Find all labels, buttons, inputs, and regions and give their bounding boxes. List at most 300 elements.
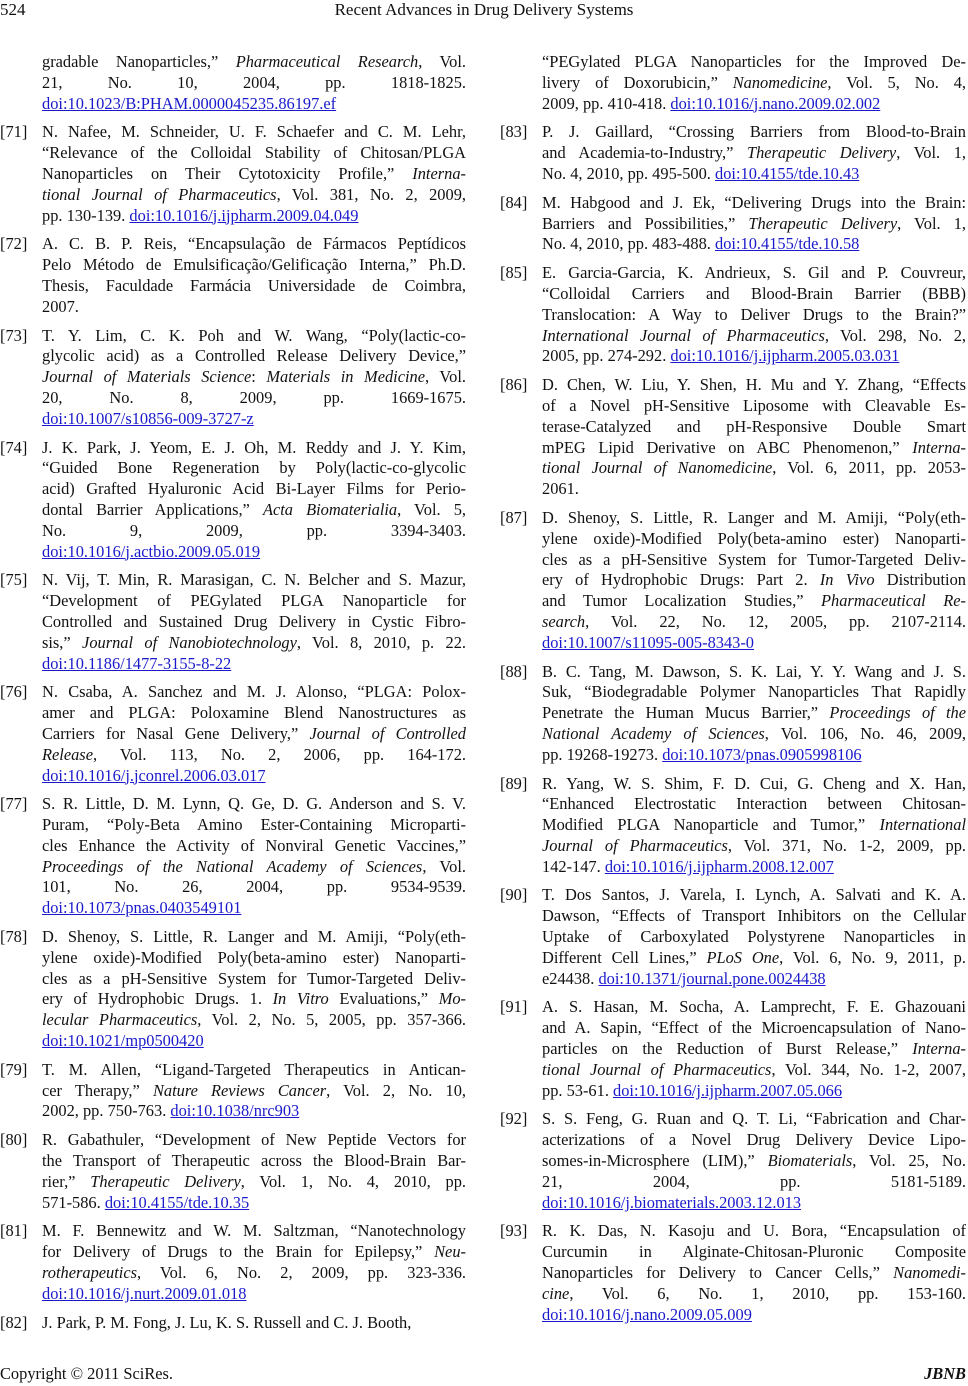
reference-line [42, 346, 466, 367]
reference-line [42, 1313, 466, 1334]
reference-line [542, 1151, 966, 1172]
reference-number: [81] [0, 1221, 28, 1241]
citation-text: ylene oxide)-Modified Poly(beta-amino ester) Nanoparti- [42, 947, 466, 967]
citation-text: E. Garcia-Garcia, K. Andrieux, S. Gil and P. Couvreur, [542, 263, 966, 283]
citation-text: 142-147. [542, 856, 605, 876]
reference-entry [0, 794, 466, 919]
reference-entry [500, 375, 966, 500]
citation-text: 101, No. 26, 2004, pp. 9534-9539. [42, 877, 466, 897]
citation-text: 21, 2004, pp. 5181-5189. [542, 1171, 966, 1191]
reference-line [542, 458, 966, 479]
reference-line [542, 745, 966, 766]
citation-text: D. Chen, W. Liu, Y. Shen, H. Mu and Y. Zhang, “Effects [542, 375, 966, 395]
citation-text: T. Y. Lim, C. K. Poh and W. Wang, “Poly(lactic-co- [42, 325, 466, 345]
reference-number: [89] [500, 773, 528, 793]
doi-link[interactable]: doi:10.4155/tde.10.43 [715, 163, 860, 183]
reference-line [542, 164, 966, 185]
citation-text: T. Dos Santos, J. Varela, I. Lynch, A. Salvati and K. A. [542, 885, 966, 905]
reference-line [42, 206, 466, 227]
reference-column-right [500, 52, 966, 1333]
citation-text: Distribution [874, 570, 966, 590]
citation-text: , Vol. 1, No. 4, 2010, pp. [240, 1171, 467, 1191]
citation-text: amer and PLGA: Poloxamine Blend Nanostructures as [42, 703, 466, 723]
citation-text: , Vol. 2, No. 10, [326, 1080, 467, 1100]
citation-text: Nanoparticles for Delivery to Cancer Cells,” [542, 1263, 894, 1283]
reference-entry [500, 774, 966, 878]
journal-title-text: Therapeutic Delivery [90, 1171, 241, 1191]
citation-text: 2005, pp. 274-292. [542, 346, 671, 366]
citation-text: 20, No. 8, 2009, pp. 1669-1675. [42, 387, 466, 407]
reference-line [542, 703, 966, 724]
journal-title-text: National Academy of Sciences [542, 723, 765, 743]
doi-link[interactable]: doi:10.1016/j.ijpharm.2007.05.066 [613, 1080, 843, 1100]
reference-line [42, 297, 466, 318]
reference-line [42, 633, 466, 654]
reference-line [542, 396, 966, 417]
citation-text: , Vol. 6, 2011, pp. 2053- [772, 458, 966, 478]
reference-line [42, 276, 466, 297]
citation-text: for Delivery of Drugs to the Brain for Epilepsy,” [42, 1242, 435, 1262]
citation-text: : [251, 367, 267, 387]
doi-link[interactable]: doi:10.1007/s11095-005-8343-0 [542, 632, 755, 652]
citation-text: 2061. [542, 479, 579, 499]
doi-link[interactable]: doi:10.1038/nrc903 [170, 1101, 300, 1121]
journal-title-text: In Vivo [819, 570, 875, 590]
reference-number: [77] [0, 794, 28, 814]
journal-title-text: Proceedings of the [829, 703, 966, 723]
doi-link[interactable]: doi:10.1007/s10856-009-3727-z [42, 408, 254, 428]
citation-text: , Vol. 6, No. 2, 2009, pp. 323-336. [137, 1263, 466, 1283]
reference-line [542, 774, 966, 795]
reference-line [542, 1039, 966, 1060]
doi-link[interactable]: doi:10.1073/pnas.0905998106 [662, 744, 862, 764]
citation-text: Translocation: A Way to Deliver Drugs to the Brain?” [542, 304, 966, 324]
reference-line [542, 508, 966, 529]
reference-entry [0, 234, 466, 317]
journal-title-text: Journal of Nanobiotechnology [82, 632, 297, 652]
reference-line [42, 969, 466, 990]
reference-line [42, 612, 466, 633]
reference-line [42, 898, 466, 919]
reference-line [542, 1242, 966, 1263]
reference-entry [0, 1313, 466, 1334]
reference-entry [0, 122, 466, 226]
citation-text: No. 4, 2010, pp. 483-488. [542, 234, 716, 254]
citation-text: livery of Doxorubicin,” [542, 72, 733, 92]
reference-entry [0, 570, 466, 674]
reference-line [42, 164, 466, 185]
reference-line [42, 1010, 466, 1031]
citation-text: , Vol. [422, 856, 466, 876]
citation-text: particles on the Reduction of Burst Release,” [542, 1039, 913, 1059]
reference-line [542, 969, 966, 990]
citation-text: acterizations of a Novel Drug Delivery Device Lipo- [542, 1130, 966, 1150]
reference-line [42, 794, 466, 815]
citation-text: , Vol. 25, No. [852, 1151, 966, 1171]
reference-entry [500, 193, 966, 255]
reference-entry [0, 438, 466, 563]
reference-line [42, 948, 466, 969]
reference-line [42, 1221, 466, 1242]
reference-line [542, 1172, 966, 1193]
reference-line [42, 815, 466, 836]
reference-line [42, 1101, 466, 1122]
citation-text: A. S. Hasan, M. Socha, A. Lamprecht, F. E. Ghazouani [542, 997, 966, 1017]
citation-text: 571-586. [42, 1192, 105, 1212]
doi-link[interactable]: doi:10.1016/j.nano.2009.05.009 [542, 1304, 752, 1324]
reference-line [542, 612, 966, 633]
doi-link[interactable]: doi:10.1073/pnas.0403549101 [42, 898, 242, 918]
doi-link[interactable]: doi:10.1016/j.ijpharm.2008.12.007 [604, 856, 834, 876]
reference-line [542, 997, 966, 1018]
reference-number: [76] [0, 682, 28, 702]
journal-title-text: Journal of Pharmaceutics [542, 835, 728, 855]
reference-line [542, 1109, 966, 1130]
citation-text: and Academia-to-Industry,” [542, 143, 747, 163]
reference-line [542, 122, 966, 143]
citation-text: cles as a pH-Sensitive System for Tumor-Targeted Deliv- [42, 968, 466, 988]
reference-line [42, 1130, 466, 1151]
reference-line [42, 745, 466, 766]
reference-line [542, 1263, 966, 1284]
reference-line [542, 1221, 966, 1242]
reference-number: [92] [500, 1109, 528, 1129]
journal-title-text: Pharmaceutical Re- [821, 591, 966, 611]
reference-line [542, 94, 966, 115]
doi-link[interactable]: doi:10.4155/tde.10.58 [715, 234, 860, 254]
journal-title-text: PLoS One [706, 947, 780, 967]
citation-text: P. J. Gaillard, “Crossing Barriers from Blood-to-Brain [542, 122, 966, 142]
reference-line [42, 479, 466, 500]
reference-line [42, 682, 466, 703]
citation-text: Barriers and Possibilities,” [542, 213, 749, 233]
citation-text: S. S. Feng, G. Ruan and Q. T. Li, “Fabrication and Char- [542, 1109, 966, 1129]
citation-text: D. Shenoy, S. Little, R. Langer and M. Amiji, “Poly(eth- [42, 927, 466, 947]
reference-line [42, 654, 466, 675]
reference-line [542, 52, 966, 73]
journal-title-text: rotherapeutics [42, 1263, 137, 1283]
reference-line [542, 234, 966, 255]
citation-text: Curcumin in Alginate-Chitosan-Pluronic Composite [542, 1242, 966, 1262]
reference-line [542, 326, 966, 347]
reference-line [42, 766, 466, 787]
reference-number: [91] [500, 997, 528, 1017]
citation-text: “Colloidal Carriers and Blood-Brain Barrier (BBB) [542, 283, 966, 303]
citation-text: T. M. Allen, “Ligand-Targeted Therapeutics in Antican- [42, 1059, 466, 1079]
reference-line [542, 193, 966, 214]
citation-text: , Vol. 5, No. 4, [827, 72, 966, 92]
citation-text: , Vol. 6, No. 1, 2010, pp. 153-160. [569, 1283, 966, 1303]
reference-line [542, 857, 966, 878]
reference-line [42, 836, 466, 857]
reference-line [42, 122, 466, 143]
citation-text: , Vol. 2, No. 5, 2005, pp. 357-366. [197, 1010, 466, 1030]
reference-line [42, 724, 466, 745]
citation-text: D. Shenoy, S. Little, R. Langer and M. Amiji, “Poly(eth- [542, 507, 966, 527]
citation-text: 2009, pp. 410-418. [542, 93, 671, 113]
journal-title-text: Acta Biomaterialia [262, 499, 398, 519]
citation-text: Dawson, “Effects of Transport Inhibitors on the Cellular [542, 906, 966, 926]
citation-text: Suk, “Biodegradable Polymer Nanoparticles That Rapidly [542, 682, 966, 702]
citation-text: cles Enhance the Activity of Nonviral Genetic Vaccines,” [42, 835, 466, 855]
citation-text: , Vol. 113, No. 2, 2006, pp. 164-172. [92, 744, 466, 764]
journal-title-text: lecular Pharmaceutics [42, 1010, 198, 1030]
citation-text: glycolic acid) as a Controlled Release Delivery Device,” [42, 346, 466, 366]
citation-text: pp. 19268-19273. [542, 744, 663, 764]
citation-text: Penetrate the Human Mucus Barrier,” [542, 703, 830, 723]
journal-title-text: cine [542, 1283, 570, 1303]
citation-text: rier,” [42, 1171, 91, 1191]
reference-line [542, 438, 966, 459]
reference-line [542, 143, 966, 164]
citation-text: “Development of PEGylated PLGA Nanoparticle for [42, 591, 466, 611]
reference-line [542, 479, 966, 500]
reference-line [542, 1305, 966, 1326]
reference-line [42, 1242, 466, 1263]
citation-text: N. Vij, T. Min, R. Marasigan, C. N. Belcher and S. Mazur, [42, 570, 466, 590]
reference-line [42, 367, 466, 388]
reference-line [542, 885, 966, 906]
reference-line [542, 948, 966, 969]
journal-title-text: Journal of Materials Science [42, 367, 252, 387]
reference-line [42, 542, 466, 563]
citation-text: B. C. Tang, M. Dawson, S. K. Lai, Y. Y. Wang and J. S. [542, 661, 966, 681]
citation-text: , Vol. 106, No. 46, 2009, [764, 723, 967, 743]
citation-text: R. K. Das, N. Kasoju and U. Bora, “Encapsulation of [542, 1221, 966, 1241]
citation-text: 2007. [42, 296, 79, 316]
reference-line [42, 1284, 466, 1305]
journal-title-text: tional Journal of Pharmaceutics [542, 1059, 772, 1079]
citation-text: No. 9, 2009, pp. 3394-3403. [42, 520, 466, 540]
reference-line [542, 906, 966, 927]
citation-text: Carriers for Nasal Gene Delivery,” [42, 723, 310, 743]
reference-line [542, 214, 966, 235]
citation-text: , Vol. 344, No. 1-2, 2007, [771, 1059, 966, 1079]
reference-line [42, 857, 466, 878]
reference-line [42, 255, 466, 276]
reference-number: [84] [500, 192, 528, 212]
citation-text: , Vol. 371, No. 1-2, 2009, pp. [727, 835, 966, 855]
citation-text: Different Cell Lines,” [542, 947, 707, 967]
doi-link[interactable]: doi:10.1016/j.ijpharm.2005.03.031 [670, 346, 900, 366]
citation-text: pp. 53-61. [542, 1080, 614, 1100]
citation-text: dontal Barrier Applications,” [42, 499, 263, 519]
journal-title-text: Biomaterials [767, 1151, 853, 1171]
journal-title-text: Release [42, 744, 93, 764]
journal-title-text: Therapeutic Delivery [748, 213, 898, 233]
citation-text: e24438. [542, 968, 599, 988]
reference-line [42, 927, 466, 948]
doi-link[interactable]: doi:10.1016/j.nurt.2009.01.018 [42, 1283, 247, 1303]
journal-title-text: Interna- [912, 437, 966, 457]
doi-link[interactable]: doi:10.4155/tde.10.35 [104, 1192, 250, 1212]
doi-link[interactable]: doi:10.1016/j.nano.2009.02.002 [670, 93, 881, 113]
doi-link[interactable]: doi:10.1016/j.biomaterials.2003.12.013 [542, 1192, 802, 1212]
reference-number: [80] [0, 1130, 28, 1150]
reference-entry [500, 1109, 966, 1213]
citation-text: M. F. Bennewitz and W. M. Saltzman, “Nanotechnology [42, 1221, 466, 1241]
journal-title-text: search [542, 611, 586, 631]
reference-line [542, 815, 966, 836]
citation-text: pp. 130-139. [42, 205, 130, 225]
reference-number: [78] [0, 927, 28, 947]
reference-line [542, 570, 966, 591]
copyright-notice: Copyright © 2011 SciRes. [0, 1364, 174, 1383]
journal-title-text: Nanomedicine [732, 72, 828, 92]
reference-line [542, 794, 966, 815]
reference-entry [500, 662, 966, 766]
reference-entry [0, 1130, 466, 1213]
citation-text: somes-in-Microsphere (LIM),” [542, 1151, 768, 1171]
citation-text: J. Park, P. M. Fong, J. Lu, K. S. Russell and C. J. Booth, [42, 1312, 412, 1332]
reference-line [42, 94, 466, 115]
reference-entry [500, 263, 966, 367]
reference-number: [85] [500, 263, 528, 283]
reference-line [42, 52, 466, 73]
journal-title-text: Nanomedi- [893, 1263, 966, 1283]
reference-line [42, 1060, 466, 1081]
citation-text: “Relevance of the Colloidal Stability of Chitosan/PLGA [42, 143, 466, 163]
reference-entry [500, 1221, 966, 1325]
citation-text: ylene oxide)-Modified Poly(beta-amino ester) Nanoparti- [542, 528, 966, 548]
doi-link[interactable]: doi:10.1021/mp0500420 [42, 1031, 204, 1051]
journal-title-text: Nature Reviews Cancer [152, 1080, 327, 1100]
journal-title-text: Neu- [434, 1242, 466, 1262]
citation-text: , Vol. 298, No. 2, [824, 325, 966, 345]
citation-text: Nanoparticles on Their Cytotoxicity Profile,” [42, 163, 413, 183]
reference-number: [71] [0, 122, 28, 142]
reference-line [542, 417, 966, 438]
reference-line [542, 1018, 966, 1039]
reference-number: [86] [500, 375, 528, 395]
reference-line [42, 438, 466, 459]
doi-link[interactable]: doi:10.1371/journal.pone.0024438 [598, 968, 826, 988]
citation-text: , Vol. 5, [397, 499, 467, 519]
reference-line [42, 234, 466, 255]
citation-text: Pelo Método de Emulsificação/Gelificação Interna,” Ph.D. [42, 255, 466, 275]
journal-title-text: Interna- [912, 1039, 966, 1059]
citation-text: “PEGylated PLGA Nanoparticles for the Improved De- [542, 52, 966, 71]
reference-line [42, 388, 466, 409]
citation-text: Uptake of Carboxylated Polystyrene Nanoparticles in [542, 927, 966, 947]
reference-line [42, 1031, 466, 1052]
reference-line [42, 143, 466, 164]
reference-number: [87] [500, 507, 528, 527]
reference-entry [500, 885, 966, 989]
citation-text: ery of Hydrophobic Drugs: Part 2. [542, 570, 820, 590]
reference-number: [88] [500, 661, 528, 681]
citation-text: , Vol. 381, No. 2, 2009, [276, 184, 466, 204]
citation-text: , Vol. [418, 52, 467, 71]
journal-abbreviation: JBNB [924, 1364, 966, 1383]
reference-number: [72] [0, 234, 28, 254]
reference-line [542, 263, 966, 284]
reference-number: [74] [0, 437, 28, 457]
reference-number: [75] [0, 570, 28, 590]
citation-text: N. Csaba, A. Sanchez and M. J. Alonso, “PLGA: Polox- [42, 682, 466, 702]
citation-text: , Vol. [425, 367, 466, 387]
reference-line [542, 284, 966, 305]
reference-line [542, 927, 966, 948]
reference-line [542, 836, 966, 857]
citation-text: and Tumor Localization Studies,” [542, 591, 822, 611]
reference-line [42, 73, 466, 94]
citation-text: cles as a pH-Sensitive System for Tumor-Targeted Deliv- [542, 549, 966, 569]
reference-line [542, 1193, 966, 1214]
citation-text: , Vol. 1, [897, 213, 966, 233]
reference-number: [73] [0, 325, 28, 345]
journal-title-text: In Vitro [272, 989, 329, 1009]
citation-text: acid) Grafted Hyaluronic Acid Bi-Layer Films for Perio- [42, 479, 466, 499]
citation-text: Modified PLGA Nanoparticle and Tumor,” [542, 815, 880, 835]
citation-text: R. Yang, W. S. Shim, F. D. Cui, G. Cheng and X. Han, [542, 773, 966, 793]
reference-line [42, 591, 466, 612]
reference-number: [83] [500, 122, 528, 142]
reference-entry [500, 52, 966, 114]
journal-title-text: International Journal of Pharmaceutics [542, 325, 825, 345]
citation-text: S. R. Little, D. M. Lynn, Q. Ge, D. G. Anderson and S. V. [42, 794, 466, 814]
citation-text: M. Habgood and J. Ek, “Delivering Drugs into the Brain: [542, 192, 966, 212]
reference-line [42, 1081, 466, 1102]
citation-text: No. 4, 2010, pp. 495-500. [542, 163, 716, 183]
journal-title-text: International [879, 815, 966, 835]
reference-line [542, 662, 966, 683]
reference-line [42, 458, 466, 479]
journal-title-text: Proceedings of the National Academy of Sciences [42, 856, 423, 876]
citation-text: cer Therapy,” [42, 1080, 153, 1100]
reference-number: [79] [0, 1059, 28, 1079]
reference-line [542, 550, 966, 571]
journal-title-text: Interna- [412, 163, 466, 183]
reference-entry [0, 927, 466, 1052]
reference-number: [82] [0, 1312, 28, 1332]
reference-entry [0, 52, 466, 114]
reference-line [542, 305, 966, 326]
running-title: Recent Advances in Drug Delivery Systems [334, 0, 634, 19]
reference-line [42, 989, 466, 1010]
reference-line [42, 1172, 466, 1193]
reference-entry [500, 508, 966, 654]
citation-text: “Guided Bone Regeneration by Poly(lactic-co-glycolic [42, 458, 466, 478]
doi-link[interactable]: doi:10.1016/j.actbio.2009.05.019 [42, 541, 261, 561]
journal-title-text: Pharmaceutical Research [235, 52, 419, 71]
reference-line [542, 346, 966, 367]
doi-link[interactable]: doi:10.1186/1477-3155-8-22 [42, 653, 232, 673]
citation-text: mPEG Lipid Derivative on ABC Phenomenon,” [542, 437, 913, 457]
reference-entry [0, 326, 466, 430]
reference-line [42, 570, 466, 591]
doi-link[interactable]: doi:10.1023/B:PHAM.0000045235.86197.ef [42, 93, 337, 113]
citation-text: of a Novel pH-Sensitive Liposome with Cleavable Es- [542, 395, 966, 415]
reference-entry [500, 997, 966, 1101]
reference-line [42, 326, 466, 347]
journal-title-text: Mo- [438, 989, 467, 1009]
reference-line [42, 877, 466, 898]
reference-line [542, 1130, 966, 1151]
doi-link[interactable]: doi:10.1016/j.ijpharm.2009.04.049 [129, 205, 359, 225]
reference-column-left [0, 52, 466, 1341]
citation-text: and A. Sapin, “Effect of the Microencapsulation of Nano- [542, 1018, 966, 1038]
reference-entry [500, 122, 966, 184]
doi-link[interactable]: doi:10.1016/j.jconrel.2006.03.017 [42, 765, 266, 785]
journal-title-text: tional Journal of Nanomedicine [542, 458, 773, 478]
page-number: 524 [0, 0, 26, 19]
citation-text: , Vol. 1, [896, 143, 967, 163]
citation-text: Controlled and Sustained Drug Delivery in Cystic Fibro- [42, 611, 466, 631]
citation-text: 21, No. 10, 2004, pp. 1818-1825. [42, 72, 466, 92]
reference-line [42, 500, 466, 521]
journal-title-text: Materials in Medicine [266, 367, 426, 387]
